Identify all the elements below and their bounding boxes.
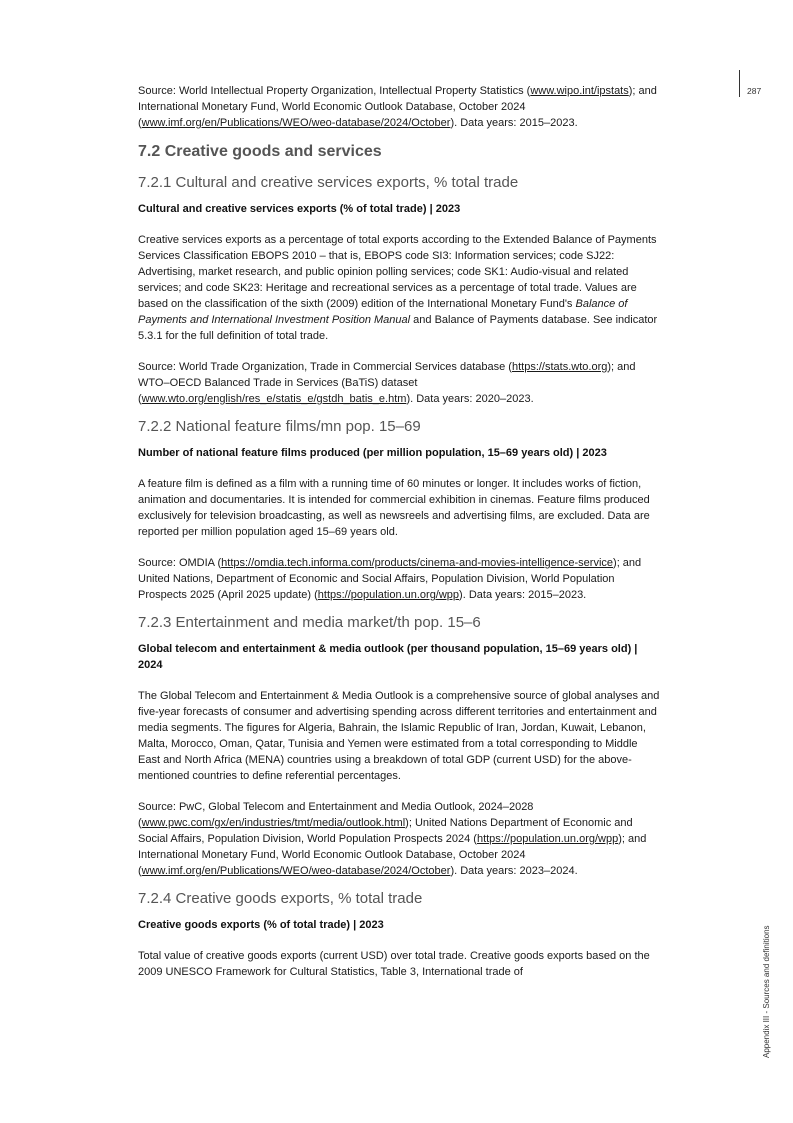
wto-stats-link[interactable]: https://stats.wto.org [511,361,608,373]
indicator-7-2-4: Creative goods exports (% of total trade) | 2023 [138,919,384,931]
page-number: 287 [747,86,762,96]
source-7-2-3: Source: PwC, Global Telecom and Entertainment and Media Outlook, 2024–2028 (www.pwc.com/gx/en/industries/tmt/media/outlook.html); United Nations Department of Economic and Social Affairs, Population Division, World Population Prospects 2024 (https://population.un.org/wpp); and International Monetary Fund, World Economic Outlook Database, October 2024 (www.imf.org/en/Publications/WEO/weo-database/2024/October). Data years: 2023–2024. [138,801,647,877]
definition-7-2-1: Creative services exports as a percentage of total exports according to the Extended Balance of Payments Services Classification EBOPS 2010 – that is, EBOPS code SI3: Information services; code SJ22: Advertising, market research, and public opinion polling services; code SK1: Audio-visual and related services; and code SK23: Heritage and recreational services as a percentage of total trade. Values are based on the classification of the sixth (2009) edition of the International Monetary Fund's Balance of Payments and International Investment Position Manual and Balance of Payments database. See indicator 5.3.1 for the full definition of total trade. [138,234,658,342]
wto-batis-link[interactable]: www.wto.org/english/res_e/statis_e/gstdh_batis_e.htm [141,393,407,405]
omdia-link[interactable]: https://omdia.tech.informa.com/products/cinema-and-movies-intelligence-service [221,557,614,569]
heading-7-2-2: 7.2.2 National feature films/mn pop. 15–69 [138,418,421,435]
indicator-7-2-1: Cultural and creative services exports (% of total trade) | 2023 [138,203,461,215]
definition-7-2-4: Total value of creative goods exports (current USD) over total trade. Creative goods exports based on the 2009 UNESCO Framework for Cultural Statistics, Table 3, International trade of [138,950,650,978]
pwc-outlook-link[interactable]: www.pwc.com/gx/en/industries/tmt/media/outlook.html [141,817,406,829]
page-content [138,83,660,980]
heading-7-2-3: 7.2.3 Entertainment and media market/th pop. 15–6 [138,614,481,631]
definition-7-2-3: The Global Telecom and Entertainment & Media Outlook is a comprehensive source of global analyses and five-year forecasts of consumer and advertising spending across different territories and entertainment and media segments. The figures for Algeria, Bahrain, the Islamic Republic of Iran, Jordan, Kuwait, Lebanon, Malta, Morocco, Oman, Qatar, Tunisia and Yemen were estimated from a total corresponding to Middle East and North Africa (MENA) countries using a breakdown of total GDP (current USD) for the above-mentioned countries to define referential percentages. [138,690,660,782]
imf-weo-link[interactable]: www.imf.org/en/Publications/WEO/weo-database/2024/October [141,117,451,129]
side-section-label: Appendix III - Sources and definitions [762,925,771,1058]
page-number-rule [739,70,740,97]
indicator-7-2-3: Global telecom and entertainment & media outlook (per thousand population, 15–69 years old) | 2024 [138,643,638,671]
heading-7-2-1: 7.2.1 Cultural and creative services exports, % total trade [138,174,519,191]
intro-source-paragraph: Source: World Intellectual Property Organization, Intellectual Property Statistics (www.wipo.int/ipstats); and International Monetary Fund, World Economic Outlook Database, October 2024 (www.imf.org/en/Publications/WEO/weo-database/2024/October). Data years: 2015–2023. [138,85,657,129]
section-title: 7.2 Creative goods and services [138,143,382,160]
source-7-2-1: Source: World Trade Organization, Trade in Commercial Services database (https://stats.wto.org); and WTO–OECD Balanced Trade in Services (BaTiS) dataset (www.wto.org/english/res_e/statis_e/gstdh_batis_e.htm). Data years: 2020–2023. [138,361,636,405]
heading-7-2-4: 7.2.4 Creative goods exports, % total trade [138,890,423,907]
source-7-2-2: Source: OMDIA (https://omdia.tech.informa.com/products/cinema-and-movies-intelligence-service); and United Nations, Department of Economic and Social Affairs, Population Division, World Population Prospects 2025 (April 2025 update) (https://population.un.org/wpp). Data years: 2015–2023. [138,557,642,601]
imf-weo-link-2[interactable]: www.imf.org/en/Publications/WEO/weo-database/2024/October [141,865,451,877]
wipo-link[interactable]: www.wipo.int/ipstats [530,85,629,97]
un-wpp-link-2[interactable]: https://population.un.org/wpp [476,833,619,845]
definition-7-2-2: A feature film is defined as a film with a running time of 60 minutes or longer. It includes works of fiction, animation and documentaries. It is intended for commercial exhibition in cinemas. Feature films produced exclusively for television broadcasting, as well as newsreels and advertising films, are excluded. Data are reported per million population aged 15–69 years old. [138,478,650,538]
indicator-7-2-2: Number of national feature films produced (per million population, 15–69 years old) | 2023 [138,447,607,459]
un-wpp-link[interactable]: https://population.un.org/wpp [317,589,460,601]
